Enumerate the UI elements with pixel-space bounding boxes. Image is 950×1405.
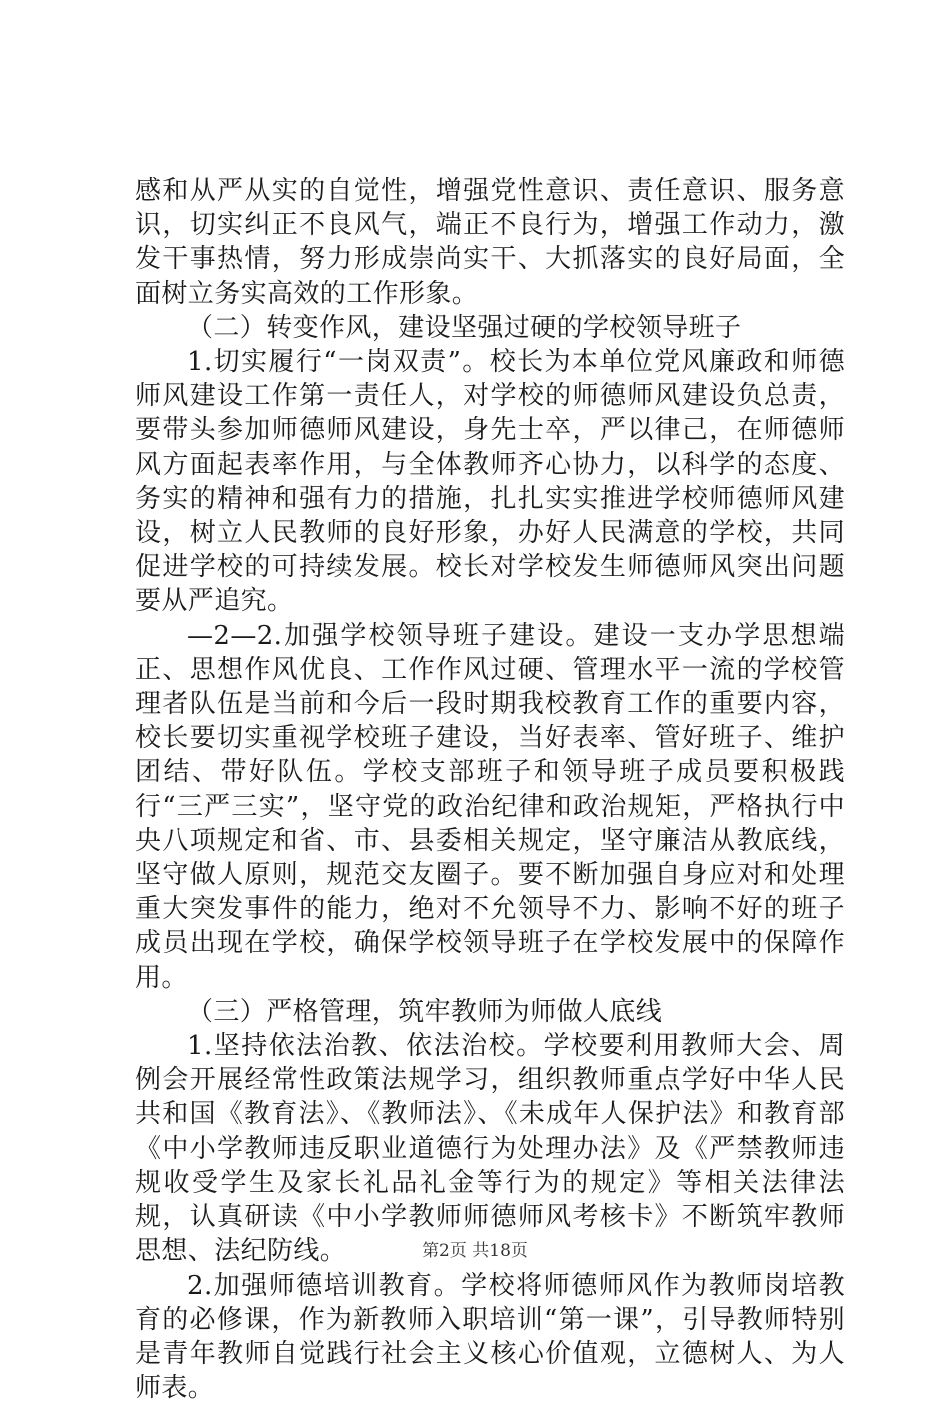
paragraph-item-2: —2—2.加强学校领导班子建设。建设一支办学思想端正、思想作风优良、工作作风过硬、管理水平一流的学校管理者队伍是当前和今后一段时期我校教育工作的重要内容，校长要切实重视学校班子建设，当好表率、管好班子、维护团结、带好队伍。学校支部班子和领导班子成员要积极践行“三严三实”，坚守党的政治纪律和政治规矩，严格执行中央八项规定和省、市、县委相关规定，坚守廉洁从教底线，坚守做人原则，规范交友圈子。要不断加强自身应对和处理重大突发事件的能力，绝对不允领导不力、影响不好的班子成员出现在学校，确保学校领导班子在学校发展中的保障作用。 <box>135 619 845 995</box>
section-heading-three: （三）严格管理，筑牢教师为师做人底线 <box>135 995 845 1029</box>
paragraph-item-3: 1.坚持依法治教、依法治校。学校要利用教师大会、周例会开展经常性政策法规学习，组织教师重点学好中华人民共和国《教育法》、《教师法》、《未成年人保护法》和教育部《中小学教师违反职业道德行为处理办法》及《严禁教师违规收受学生及家长礼品礼金等行为的规定》等相关法律法规，认真研读《中小学教师师德师风考核卡》不断筑牢教师思想、法纪防线。 <box>135 1029 845 1268</box>
paragraph-item-4: 2.加强师德培训教育。学校将师德师风作为教师岗培教育的必修课，作为新教师入职培训“第一课”，引导教师特别是青年教师自觉践行社会主义核心价值观，立德树人、为人师表。 <box>135 1269 845 1405</box>
page-number-label: 第2页 共18页 <box>422 1241 528 1261</box>
document-body <box>135 174 845 1405</box>
page-footer <box>0 1236 950 1261</box>
paragraph-item-1: 1.切实履行“一岗双责”。校长为本单位党风廉政和师德师风建设工作第一责任人，对学校的师德师风建设负总责，要带头参加师德师风建设，身先士卒，严以律己，在师德师风方面起表率作用，与全体教师齐心协力，以科学的态度、务实的精神和强有力的措施，扎扎实实推进学校师德师风建设，树立人民教师的良好形象，办好人民满意的学校，共同促进学校的可持续发展。校长对学校发生师德师风突出问题要从严追究。 <box>135 345 845 619</box>
paragraph-continuation: 感和从严从实的自觉性，增强党性意识、责任意识、服务意识，切实纠正不良风气，端正不良行为，增强工作动力，激发干事热情，努力形成崇尚实干、大抓落实的良好局面，全面树立务实高效的工作形象。 <box>135 174 845 311</box>
section-heading-two: （二）转变作风，建设坚强过硬的学校领导班子 <box>135 311 845 345</box>
